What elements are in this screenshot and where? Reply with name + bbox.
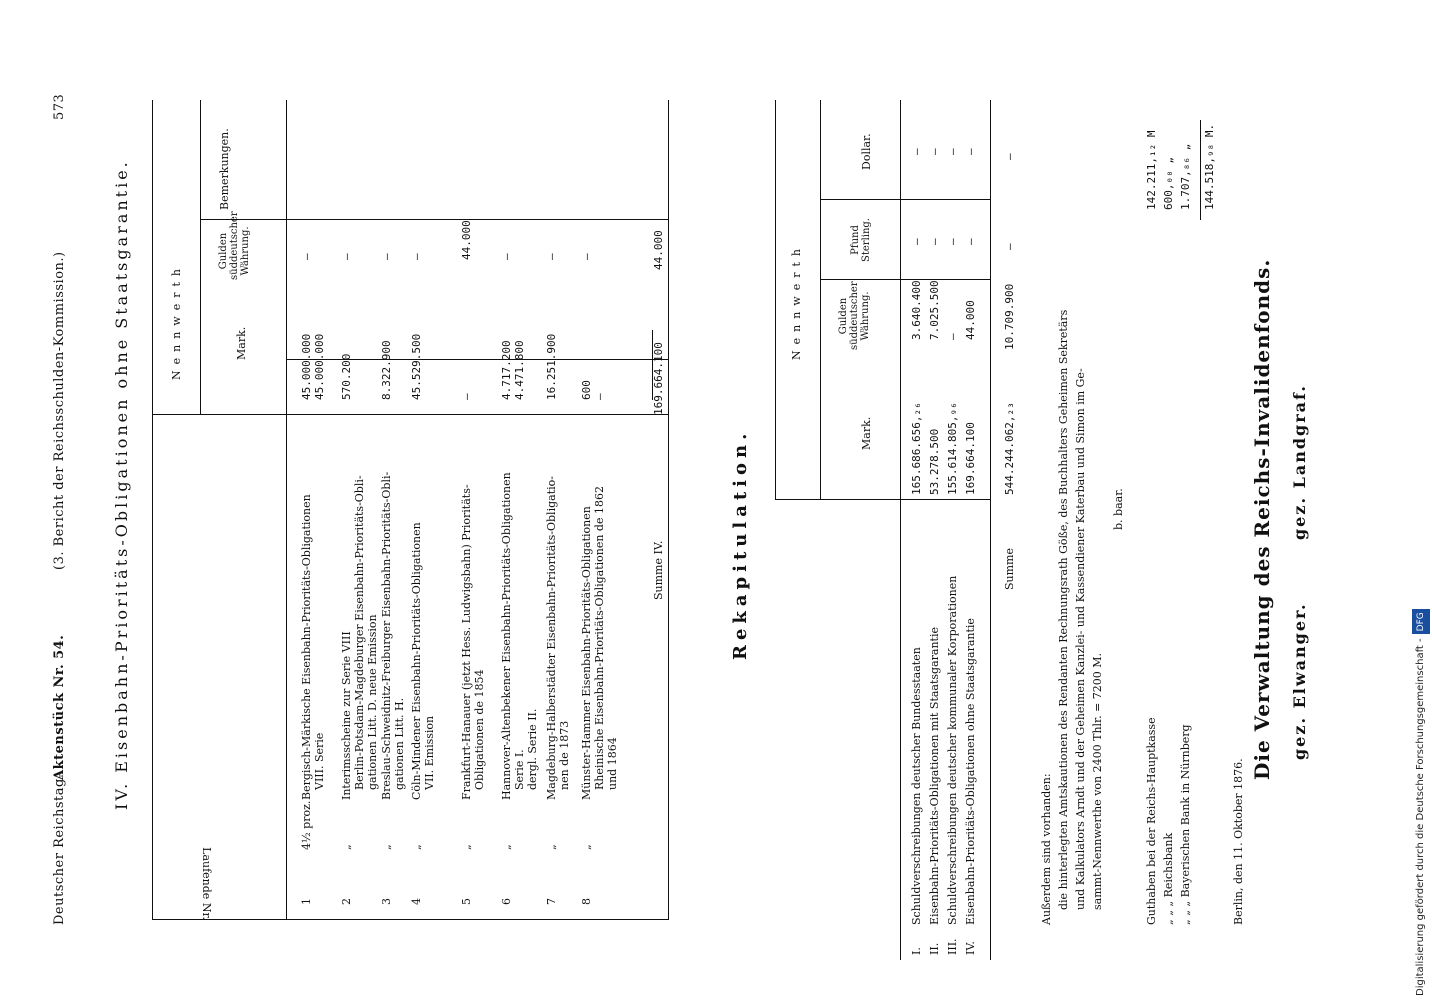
page-number: 573 bbox=[52, 93, 67, 120]
iv-row-rate: „ bbox=[545, 844, 558, 850]
iv-row-mark: 16.251.900 bbox=[545, 333, 558, 400]
iv-col-nennwerth: Nennwerth bbox=[170, 263, 183, 380]
iv-row-mark: 8.322.900 bbox=[380, 340, 393, 400]
note-line: sammt-Nennwerthe von 2400 Thlr. = 7200 M. bbox=[1091, 652, 1104, 910]
guthaben-rule bbox=[1200, 120, 1201, 220]
guthaben-value: 600,₀₀ „ bbox=[1162, 157, 1175, 210]
b-baar: b. baar. bbox=[1112, 488, 1125, 530]
rekap-row-label: Schuldverschreibungen deutscher kommunaler Korporationen bbox=[946, 575, 959, 925]
iv-row-text: und 1864 bbox=[606, 737, 619, 790]
header-left: Deutscher Reichstag. bbox=[52, 773, 67, 925]
rekap-row-gulden: 44.000 bbox=[964, 300, 977, 340]
rekap-col-pfund: Pfund Sterling. bbox=[850, 218, 872, 262]
rekap-row-roman: IV. bbox=[964, 941, 977, 955]
authority-line: Die Verwaltung des Reichs-Invalidenfonds. bbox=[1250, 258, 1274, 780]
rekap-row-gulden: — bbox=[946, 333, 959, 340]
iv-row-gulden: — bbox=[340, 253, 353, 260]
iv-row-gulden: 44.000 bbox=[460, 220, 473, 260]
iv-row-rate: „ bbox=[410, 844, 423, 850]
rekap-row-mark: 53.278.500 bbox=[928, 428, 941, 495]
iv-row-text: Berlin-Potsdam-Magdeburger Eisenbahn-Prioritäts-Obli- bbox=[353, 475, 366, 790]
iv-row-text: gationen Litt. H. bbox=[393, 697, 406, 790]
rekap-col-sep-1 bbox=[775, 499, 990, 500]
note-line: die hinterlegten Amtskautionen des Rendanten Rechnungsrath Göße, des Buchhalters Geheimen Sekretärs bbox=[1057, 309, 1070, 910]
rekap-sum-label: Summe bbox=[1003, 548, 1016, 590]
rotated-page-content bbox=[0, 93, 1400, 1000]
iv-col-laufende: Laufende Nr. bbox=[200, 847, 213, 920]
iv-col-gulden: Gulden süddeutscher Währung. bbox=[218, 211, 251, 280]
iv-row-nr: 8 bbox=[580, 898, 593, 905]
rekap-col-nennwerth: Nennwerth bbox=[790, 243, 803, 360]
iv-row-mark: 4.471.800 bbox=[513, 340, 526, 400]
iv-row-nr: 6 bbox=[500, 898, 513, 905]
iv-row-mark: 570.200 bbox=[340, 353, 353, 400]
iv-row-nr: 2 bbox=[340, 898, 353, 905]
iv-row-mark: — bbox=[593, 393, 606, 400]
rekap-title: Rekapitulation. bbox=[730, 428, 751, 660]
iv-row-mark: 45.529.500 bbox=[410, 333, 423, 400]
iv-row-nr: 4 bbox=[410, 898, 423, 905]
iv-row-text: Cöln-Mindener Eisenbahn-Prioritäts-Obligationen bbox=[410, 522, 423, 800]
rekap-row-pfund: — bbox=[928, 238, 941, 245]
rekap-col-sep-2 bbox=[820, 279, 990, 280]
iv-left-edge bbox=[152, 919, 668, 920]
iv-col-bemerkungen: Bemerkungen. bbox=[218, 128, 231, 210]
rekap-row-roman: II. bbox=[928, 942, 941, 955]
note-line: Außerdem sind vorhanden: bbox=[1040, 773, 1053, 925]
iv-top-rule bbox=[152, 100, 153, 920]
rekap-col-sep-3 bbox=[820, 199, 990, 200]
rekap-row-pfund: — bbox=[964, 238, 977, 245]
guthaben-label: Guthaben bei der Reichs-Hauptkasse bbox=[1145, 717, 1158, 925]
iv-sum-mark: 169.664.100 bbox=[652, 342, 665, 415]
rekap-sum-mark: 544.244.062,₂₃ bbox=[1003, 402, 1016, 495]
rekap-row-roman: I. bbox=[910, 947, 923, 955]
iv-row-mark: 45.000.000 bbox=[300, 333, 313, 400]
guthaben-label: „ „ „ Bayerischen Bank in Nürnberg bbox=[1179, 724, 1192, 925]
iv-row-text: Serie I. bbox=[513, 749, 526, 790]
guthaben-value: 1.707,₈₆ „ bbox=[1179, 143, 1192, 210]
iv-row-text: Magdeburg-Halberstädter Eisenbahn-Prioritäts-Obligatio- bbox=[545, 476, 558, 800]
iv-row-rate: „ bbox=[340, 844, 353, 850]
iv-row-rate: „ bbox=[380, 844, 393, 850]
iv-row-text: VIII. Serie bbox=[313, 732, 326, 790]
iv-row-text: Interimsscheine zur Serie VIII bbox=[340, 631, 353, 800]
rekap-top-rule bbox=[775, 100, 776, 500]
iv-header-rule bbox=[286, 100, 287, 920]
rekap-row-label: Eisenbahn-Prioritäts-Obligationen ohne Staatsgarantie bbox=[964, 618, 977, 925]
iv-row-text: Rheinische Eisenbahn-Prioritäts-Obligationen de 1862 bbox=[593, 486, 606, 790]
digitization-credit bbox=[1412, 6, 1430, 996]
iv-bottom-rule bbox=[668, 100, 669, 920]
section-iv-title: IV. Eisenbahn-Prioritäts-Obligationen ohne Staatsgarantie. bbox=[112, 159, 131, 810]
iv-row-gulden: — bbox=[300, 253, 313, 260]
iv-row-nr: 7 bbox=[545, 898, 558, 905]
rekap-col-mark: Mark. bbox=[860, 416, 873, 450]
rekap-sum-gulden: 10.709.900 bbox=[1003, 283, 1016, 350]
iv-row-text: dergl. Serie II. bbox=[526, 708, 539, 790]
rekap-bottom-rule bbox=[990, 100, 991, 960]
dfg-badge: DFG bbox=[1412, 609, 1430, 634]
signature-landgraf: gez. Landgraf. bbox=[1290, 384, 1309, 540]
rekap-nennwerth-rule bbox=[820, 100, 821, 500]
rekap-row-label: Eisenbahn-Prioritäts-Obligationen mit Staatsgarantie bbox=[928, 627, 941, 925]
guthaben-label: „ „ „ Reichsbank bbox=[1162, 832, 1175, 925]
iv-row-text: Breslau-Schweidnitz-Freiburger Eisenbahn-Prioritäts-Obli- bbox=[380, 471, 393, 800]
iv-row-gulden: — bbox=[580, 253, 593, 260]
iv-row-gulden: — bbox=[545, 253, 558, 260]
rekap-row-mark: 169.664.100 bbox=[964, 422, 977, 495]
iv-nennwerth-rule bbox=[200, 100, 201, 415]
iv-row-gulden: — bbox=[500, 253, 513, 260]
rekap-row-pfund: — bbox=[946, 238, 959, 245]
rekap-header-rule bbox=[900, 100, 901, 960]
iv-row-nr: 3 bbox=[380, 898, 393, 905]
rekap-col-gulden: Gulden süddeutscher Währung. bbox=[838, 281, 871, 350]
iv-col-sep-1 bbox=[152, 414, 668, 415]
rekap-row-mark: 165.686.656,₂₆ bbox=[910, 402, 923, 495]
rekap-row-dollar: — bbox=[910, 148, 923, 155]
iv-row-text: gationen Litt. D. neue Emission bbox=[366, 614, 379, 790]
rekap-sum-pfund: — bbox=[1003, 243, 1016, 250]
iv-row-text: Obligationen de 1854 bbox=[473, 669, 486, 790]
rekap-row-dollar: — bbox=[928, 148, 941, 155]
rekap-row-roman: III. bbox=[946, 938, 959, 955]
rekap-row-label: Schuldverschreibungen deutscher Bundesstaaten bbox=[910, 647, 923, 925]
iv-row-mark: 45.000.000 bbox=[313, 333, 326, 400]
iv-row-mark: — bbox=[460, 393, 473, 400]
iv-row-text: Bergisch-Märkische Eisenbahn-Prioritäts-Obligationen bbox=[300, 494, 313, 800]
note-line: und Kalkulators Arndt und der Geheimen Kanzlei- und Kassendiener Katerbau und Simon im Ge- bbox=[1074, 368, 1087, 910]
iv-row-text: Frankfurt-Hanauer (jetzt Hess. Ludwigsbahn) Prioritäts- bbox=[460, 484, 473, 800]
iv-row-rate: „ bbox=[460, 844, 473, 850]
header-bericht: (3. Bericht der Reichsschulden-Kommission.) bbox=[52, 251, 67, 570]
date-line: Berlin, den 11. Oktober 1876. bbox=[1232, 758, 1245, 925]
iv-row-nr: 5 bbox=[460, 898, 473, 905]
iv-row-text: Münster-Hammer Eisenbahn-Prioritäts-Obligationen bbox=[580, 506, 593, 800]
rekap-row-gulden: 3.640.400 bbox=[910, 280, 923, 340]
iv-row-rate: „ bbox=[500, 844, 513, 850]
iv-row-text: VII. Emission bbox=[423, 715, 436, 790]
header-aktenstueck: Aktenstück Nr. 54. bbox=[52, 634, 67, 780]
iv-row-gulden: — bbox=[410, 253, 423, 260]
iv-row-mark: 4.717.200 bbox=[500, 340, 513, 400]
iv-row-mark: 600 bbox=[580, 380, 593, 400]
iv-col-mark: Mark. bbox=[235, 326, 248, 360]
rekap-row-gulden: 7.025.500 bbox=[928, 280, 941, 340]
iv-row-gulden: — bbox=[380, 253, 393, 260]
iv-sum-label: Summe IV. bbox=[652, 540, 665, 600]
guthaben-value: 142.211,₁₂ M bbox=[1145, 130, 1158, 210]
iv-row-rate: 4½ proz. bbox=[300, 800, 313, 850]
rekap-row-mark: 155.614.805,₉₆ bbox=[946, 402, 959, 495]
iv-row-nr: 1 bbox=[300, 898, 313, 905]
iv-col-sep-2 bbox=[200, 219, 668, 220]
rekap-row-pfund: — bbox=[910, 238, 923, 245]
iv-row-text: Hannover-Altenbekener Eisenbahn-Prioritäts-Obligationen bbox=[500, 472, 513, 800]
rekap-col-dollar: Dollar. bbox=[860, 133, 873, 170]
iv-sum-gulden: 44.000 bbox=[652, 230, 665, 270]
guthaben-total: 144.518,₉₈ M. bbox=[1203, 123, 1216, 210]
signature-elwanger: gez. Elwanger. bbox=[1290, 602, 1309, 760]
rekap-sum-dollar: — bbox=[1003, 153, 1016, 160]
rekap-row-dollar: — bbox=[964, 148, 977, 155]
rekap-row-dollar: — bbox=[946, 148, 959, 155]
iv-row-text: nen de 1873 bbox=[558, 720, 571, 790]
iv-row-rate: „ bbox=[580, 844, 593, 850]
credit-text: Digitalisierung gefördert durch die Deutsche Forschungsgemeinschaft - bbox=[1415, 638, 1426, 996]
